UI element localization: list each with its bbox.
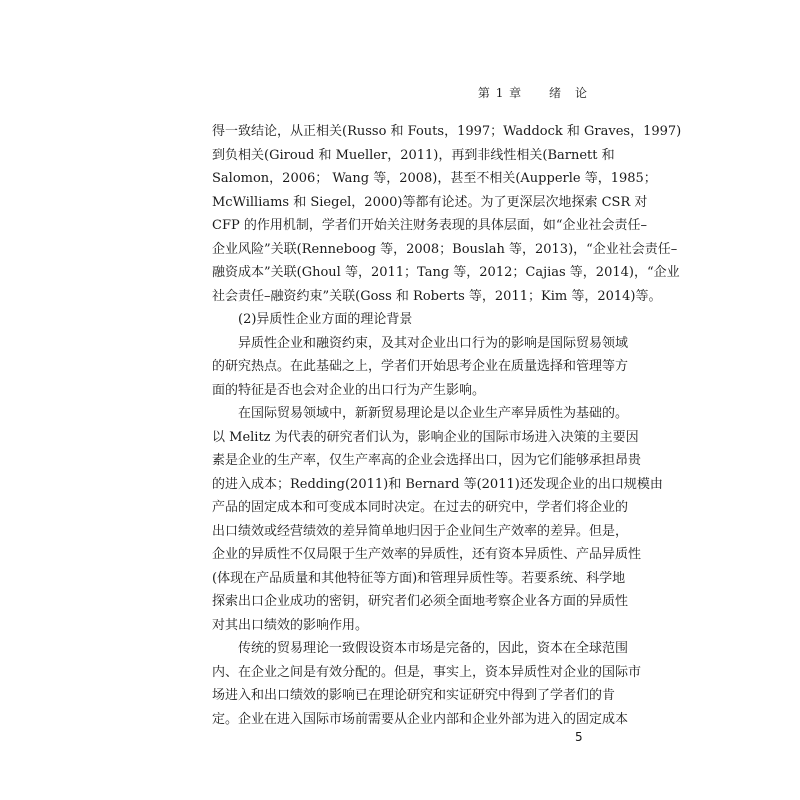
body-text [212, 120, 682, 731]
text-line: 企业风险”关联(Renneboog 等，2008；Bouslah 等，2013)，“企业社会责任– [212, 241, 678, 257]
text-line: 探索出口企业成功的密钥，研究者们必须全面地考察企业各方面的异质性 [212, 594, 629, 609]
chapter-title: 绪 论 [548, 86, 588, 100]
text-line: 出口绩效或经营绩效的差异简单地归因于企业间生产效率的差异。但是， [212, 523, 629, 539]
text-line: 素是企业的生产率，仅生产率高的企业会选择出口，因为它们能够承担昂贵 [212, 453, 642, 468]
text-line: 社会责任–融资约束”关联(Goss 和 Roberts 等，2011；Kim 等，2014)等。 [212, 288, 662, 304]
text-line: 异质性企业和融资约束，及其对企业出口行为的影响是国际贸易领域 [238, 335, 629, 351]
text-line: 内、在企业之间是有效分配的。但是，事实上，资本异质性对企业的国际市 [212, 664, 642, 680]
text-line: 产品的固定成本和可变成本同时决定。在过去的研究中，学者们将企业的 [212, 500, 629, 515]
text-line: 得一致结论，从正相关(Russo 和 Fouts，1997；Waddock 和 Graves，1997) [212, 124, 682, 139]
text-line: 融资成本”关联(Ghoul 等，2011；Tang 等，2012；Cajias 等，2014)，“企业 [212, 265, 680, 280]
text-line: 传统的贸易理论一致假设资本市场是完备的，因此，资本在全球范围 [238, 641, 629, 656]
text-line: Salomon，2006； Wang 等，2008)，甚至不相关(Aupperle 等，1985； [212, 171, 657, 186]
text-line: 的研究热点。在此基础之上，学者们开始思考企业在质量选择和管理等方 [212, 359, 629, 374]
running-head [478, 84, 588, 101]
text-line: McWilliams 和 Siegel，2000)等都有论述。为了更深层次地探索 CSR 对 [212, 194, 648, 210]
text-line: 面的特征是否也会对企业的出口行为产生影响。 [212, 382, 486, 398]
page-number: 5 [575, 730, 583, 744]
text-line: 定。企业在进入国际市场前需要从企业内部和企业外部为进入的固定成本 [212, 711, 629, 727]
text-line: 场进入和出口绩效的影响已在理论研究和实证研究中得到了学者们的肯 [212, 688, 616, 703]
text-line: 在国际贸易领域中，新新贸易理论是以企业生产率异质性为基础的。 [238, 406, 629, 421]
text-line: CFP 的作用机制，学者们开始关注财务表现的具体层面，如“企业社会责任– [212, 218, 647, 233]
text-line: 对其出口绩效的影响作用。 [212, 617, 369, 633]
chapter-label: 第 1 章 [477, 86, 523, 100]
text-line: 以 Melitz 为代表的研究者们认为，影响企业的国际市场进入决策的主要因 [212, 429, 639, 445]
text-line: 的进入成本；Redding(2011)和 Bernard 等(2011)还发现企业的出口规模由 [212, 476, 663, 492]
text-line: 企业的异质性不仅局限于生产效率的异质性，还有资本异质性、产品异质性 [212, 547, 642, 562]
text-line: 到负相关(Giroud 和 Mueller，2011)，再到非线性相关(Barnett 和 [212, 147, 615, 163]
text-line: (体现在产品质量和其他特征等方面)和管理异质性等。若要系统、科学地 [212, 570, 626, 586]
text-line: (2)异质性企业方面的理论背景 [238, 312, 413, 327]
